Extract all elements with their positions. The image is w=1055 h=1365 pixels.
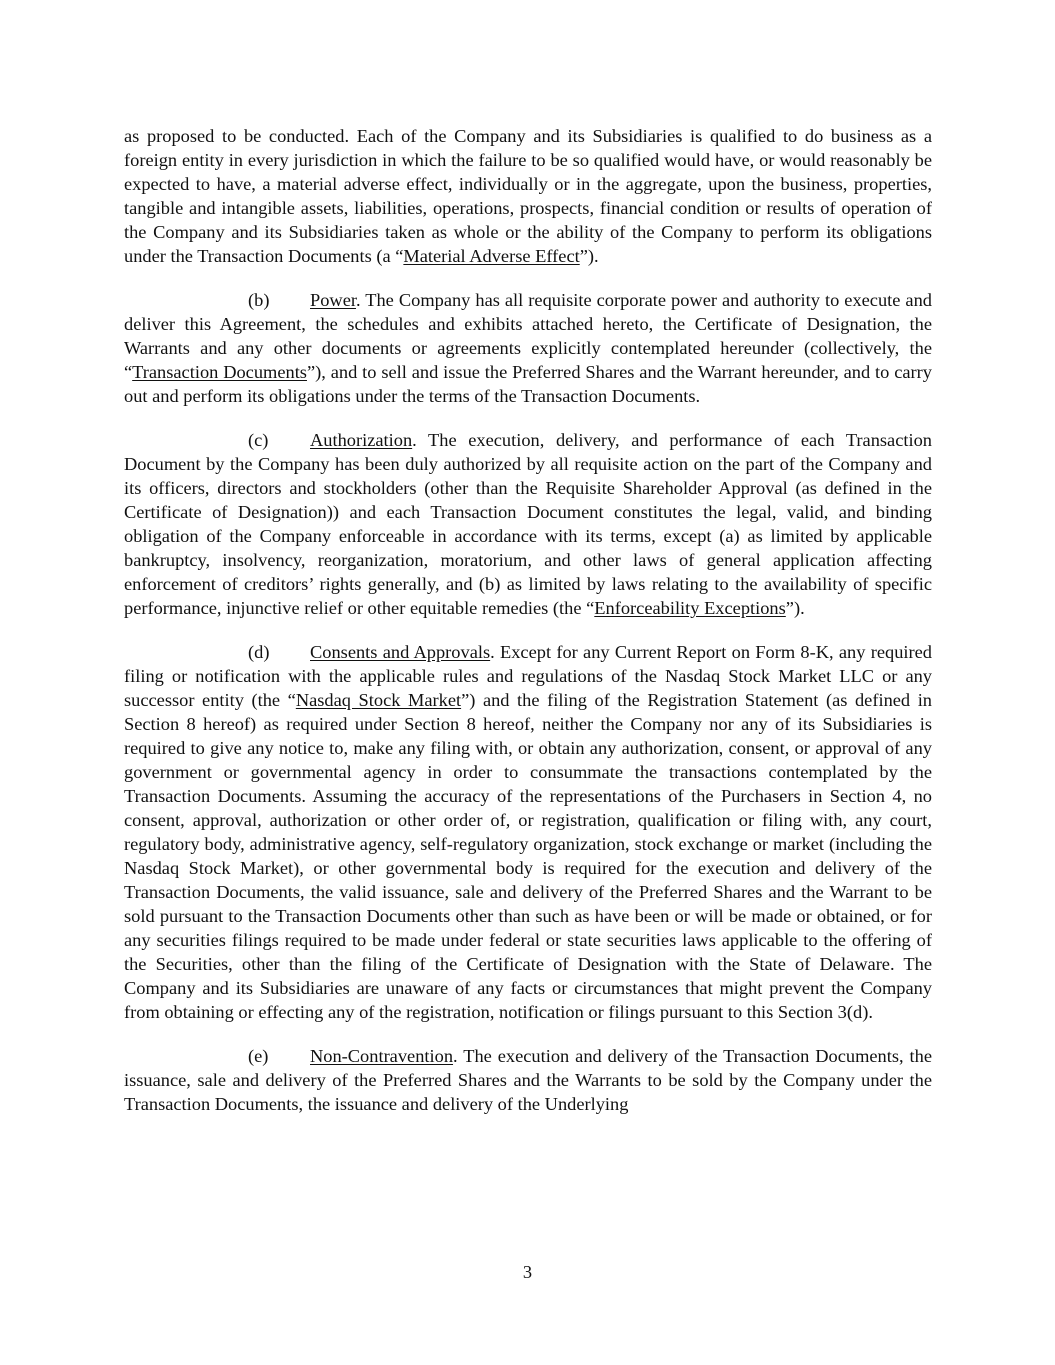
paragraph-text: . Except for any Current Report on Form 8-K, any required filing or notification with the applicable rules and regulations of the Nasdaq Stock Market LLC or any successor entity (the “ [124,642,932,710]
paragraph-text: . The execution and delivery of the Transaction Documents, the issuance, sale and delivery of the Preferred Shares and the Warrants to be sold by the Company under the Transaction Documents, the issuance and delivery of the Underlying [124,1046,932,1114]
paragraph-text-tail: ”). [579,246,599,266]
paragraph-text: . The Company has all requisite corporate power and authority to execute and deliver this Agreement, the schedules and exhibits attached hereto, the Certificate of Designation, the Warrants and any other documents or agreements explicitly contemplated hereunder (collectively, the “ [124,290,932,382]
paragraph-continuation [124,124,932,268]
paragraph-text: as proposed to be conducted. Each of the Company and its Subsidiaries is qualified to do business as a foreign entity in every jurisdiction in which the failure to be so qualified would have, or would reasonably be expected to have, a material adverse effect, individually or in the aggregate, upon the business, properties, tangible and intangible assets, liabilities, operations, prospects, financial condition or results of operation of the Company and its Subsidiaries taken as whole or the ability of the Company to perform its obligations under the Transaction Documents (a “ [124,126,932,266]
section-heading: Power [310,290,356,310]
paragraph-text-tail: ”) and the filing of the Registration Statement (as defined in Section 8 hereof) as required under Section 8 hereof, neither the Company nor any of its Subsidiaries is required to give any notice to, make any filing with, or obtain any authorization, consent, or approval of any government or governmental agency in order to consummate the transactions contemplated by the Transaction Documents. Assuming the accuracy of the representations of the Purchasers in Section 4, no consent, approval, authorization or other order of, or registration, qualification or filing with, any court, regulatory body, administrative agency, self-regulatory organization, stock exchange or market (including the Nasdaq Stock Market), or other governmental body is required for the execution and delivery of the Transaction Documents, the valid issuance, sale and delivery of the Preferred Shares and the Warrant to be sold pursuant to the Transaction Documents other than such as have been or will be made or obtained, or for any securities filings required to be made under federal or state securities laws applicable to the offering of the Securities, other than the filing of the Certificate of Designation with the State of Delaware. The Company and its Subsidiaries are unaware of any facts or circumstances that might prevent the Company from obtaining or effecting any of the registration, notification or filings pursuant to this Section 3(d). [124,690,932,1022]
page-number: 3 [522,1262,533,1282]
paragraph-text-tail: ”), and to sell and issue the Preferred Shares and the Warrant hereunder, and to carry out and perform its obligations under the terms of the Transaction Documents. [124,362,932,406]
defined-term-material-adverse-effect: Material Adverse Effect [403,246,580,266]
document-body [124,124,932,1136]
defined-term-nasdaq-stock-market: Nasdaq Stock Market [295,690,462,710]
section-power [124,288,932,408]
section-heading: Consents and Approvals [310,642,491,662]
paragraph-text: . The execution, delivery, and performance of each Transaction Document by the Company has been duly authorized by all requisite action on the part of the Company and its officers, directors and stockholders (other than the Requisite Shareholder Approval (as defined in the Certificate of Designation)) and each Transaction Document constitutes the legal, valid, and binding obligation of the Company enforceable in accordance with its terms, except (a) as limited by applicable bankruptcy, insolvency, reorganization, moratorium, and other laws of general application affecting enforcement of creditors’ rights generally, and (b) as limited by laws relating to the availability of specific performance, injunctive relief or other equitable remedies (the “ [124,430,932,618]
section-number: (b) [248,290,270,310]
section-number: (e) [248,1046,269,1066]
section-number: (d) [248,642,270,662]
defined-term-transaction-documents: Transaction Documents [132,362,307,382]
section-heading: Non-Contravention [310,1046,454,1066]
defined-term-enforceability-exceptions: Enforceability Exceptions [594,598,786,618]
section-non-contravention [124,1044,932,1116]
paragraph-text-tail: ”). [785,598,805,618]
section-consents-and-approvals [124,640,932,1024]
section-number: (c) [248,430,269,450]
section-authorization [124,428,932,620]
section-heading: Authorization [310,430,413,450]
